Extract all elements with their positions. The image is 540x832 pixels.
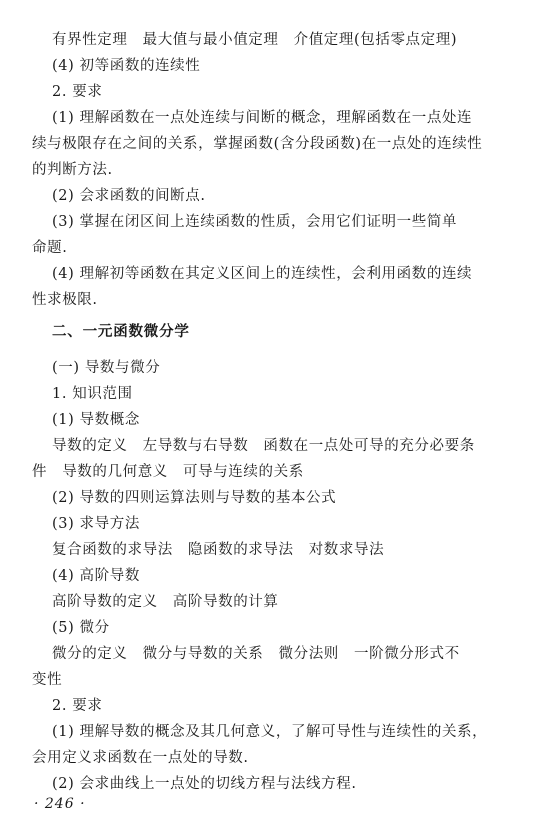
page-number: · 246 · — [34, 796, 86, 812]
text-line: (1) 导数概念 — [52, 412, 140, 428]
text-line: (4) 初等函数的连续性 — [52, 58, 201, 74]
text-line: (4) 理解初等函数在其定义区间上的连续性，会利用函数的连续 — [52, 266, 473, 282]
text-line: 会用定义求函数在一点处的导数. — [32, 750, 249, 766]
text-line: (2) 会求函数的间断点. — [52, 188, 206, 204]
text-line: 2. 要求 — [52, 84, 103, 100]
text-line: (2) 会求曲线上一点处的切线方程与法线方程. — [52, 776, 357, 792]
text-line: 的判断方法. — [32, 162, 113, 178]
text-line: (3) 掌握在闭区间上连续函数的性质，会用它们证明一些简单 — [52, 214, 458, 230]
text-line: 复合函数的求导法 隐函数的求导法 对数求导法 — [52, 542, 385, 558]
text-line: (1) 理解函数在一点处连续与间断的概念，理解函数在一点处连 — [52, 110, 473, 126]
text-line: 微分的定义 微分与导数的关系 微分法则 一阶微分形式不 — [52, 646, 460, 662]
text-line: (1) 理解导数的概念及其几何意义，了解可导性与连续性的关系， — [52, 724, 488, 740]
text-line: 件 导数的几何意义 可导与连续的关系 — [32, 464, 304, 480]
text-line: (4) 高阶导数 — [52, 568, 140, 584]
text-line: (5) 微分 — [52, 620, 110, 636]
text-line: 续与极限存在之间的关系，掌握函数(含分段函数)在一点处的连续性 — [32, 136, 483, 152]
text-line: 性求极限. — [32, 292, 98, 308]
text-line: 命题. — [32, 240, 68, 256]
text-line: 1. 知识范围 — [52, 386, 133, 402]
text-line: 高阶导数的定义 高阶导数的计算 — [52, 594, 279, 610]
text-line: 有界性定理 最大值与最小值定理 介值定理(包括零点定理) — [52, 32, 458, 48]
text-line: 2. 要求 — [52, 698, 103, 714]
section-heading: 二、一元函数微分学 — [52, 324, 190, 340]
text-line: 导数的定义 左导数与右导数 函数在一点处可导的充分必要条 — [52, 438, 475, 454]
text-line: (一) 导数与微分 — [52, 360, 161, 376]
text-line: 变性 — [32, 672, 63, 688]
text-line: (3) 求导方法 — [52, 516, 140, 532]
text-line: (2) 导数的四则运算法则与导数的基本公式 — [52, 490, 337, 506]
